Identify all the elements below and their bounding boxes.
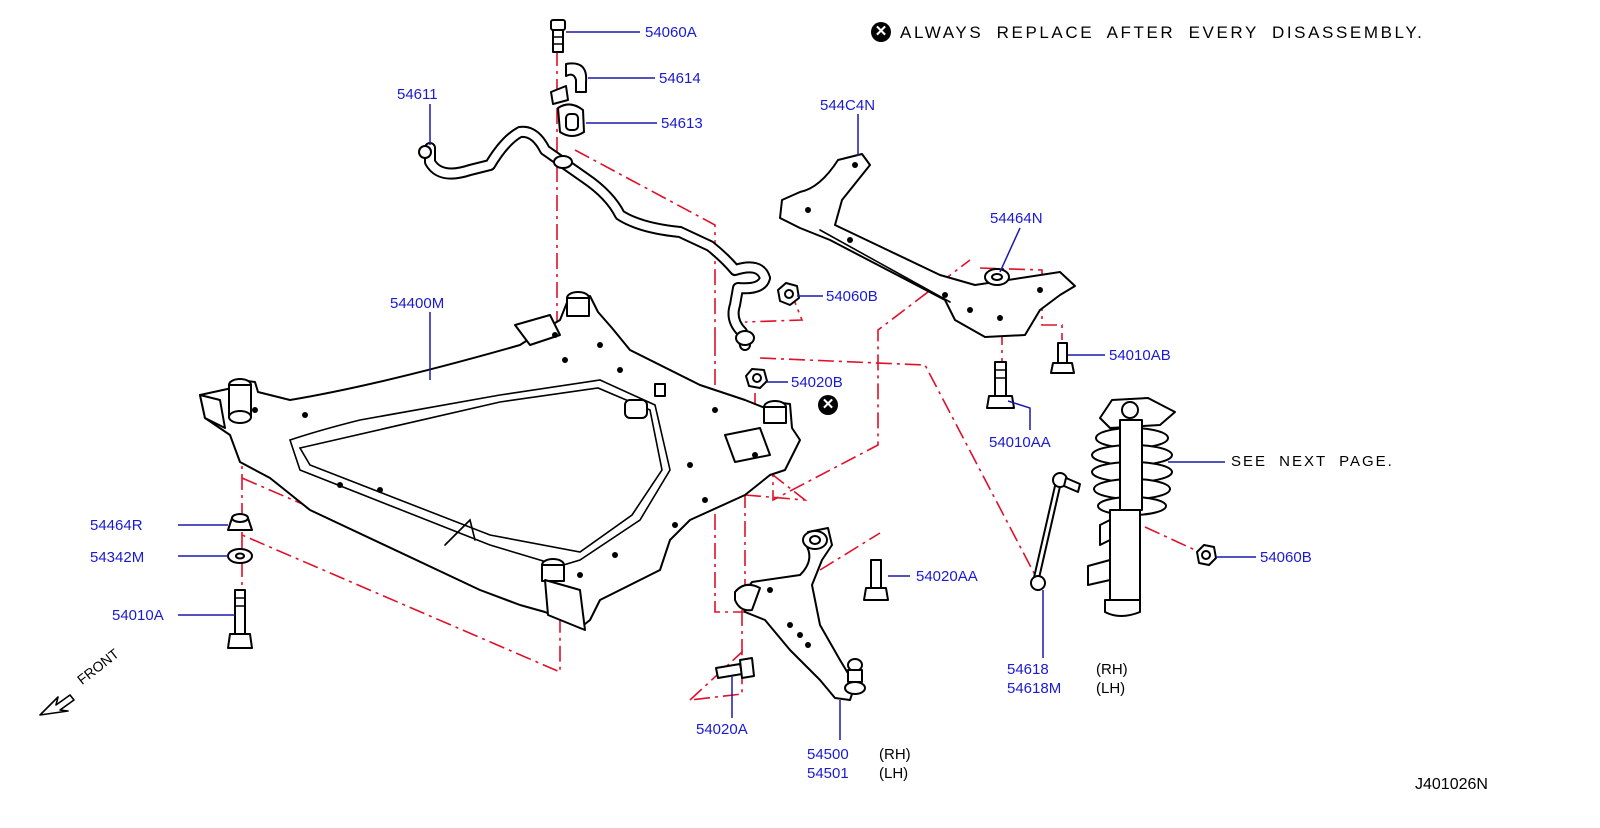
- label-54020a: 54020A: [696, 721, 748, 738]
- bolt-54010a: [228, 590, 252, 648]
- label-54020b: 54020B: [791, 374, 843, 391]
- bushing-54613: [558, 104, 584, 136]
- mount-insulator-54464r: [228, 514, 252, 530]
- replace-note: ALWAYS REPLACE AFTER EVERY DISASSEMBLY.: [900, 23, 1425, 42]
- washer-54342m: [228, 549, 252, 563]
- label-54010ab: 54010AB: [1109, 347, 1171, 364]
- label-54618: 54618: [1007, 661, 1049, 678]
- alignment-lines: [242, 50, 1208, 700]
- replace-warning-icon-54020b: ✕: [818, 395, 838, 415]
- label-54060b-right: 54060B: [1260, 549, 1312, 566]
- nut-54020b: [746, 369, 767, 388]
- label-54611: 54611: [397, 86, 438, 103]
- figure-id: J401026N: [1415, 776, 1488, 793]
- suspension-member-54400m: [200, 292, 800, 630]
- bolt-54010ab: [1051, 343, 1074, 373]
- label-544c4n: 544C4N: [820, 97, 876, 114]
- label-54613: 54613: [661, 115, 703, 132]
- label-54614: 54614: [659, 70, 701, 87]
- label-54464n: 54464N: [990, 210, 1043, 227]
- strut-assembly: [1088, 398, 1175, 616]
- front-arrow-icon: [40, 695, 74, 715]
- see-next-page-note: SEE NEXT PAGE.: [1231, 453, 1394, 470]
- stabilizer-link-54618: [1031, 473, 1080, 590]
- bolt-54020aa: [864, 560, 888, 600]
- label-54618m: 54618M: [1007, 680, 1062, 697]
- nut-54060b-upper: [778, 283, 799, 305]
- label-54060b-upper: 54060B: [826, 288, 878, 305]
- replace-warning-icon: ✕: [871, 22, 891, 42]
- bolt-54020a: [716, 658, 754, 678]
- label-54618-side: (RH): [1096, 661, 1128, 678]
- washer-54464n: [985, 269, 1009, 285]
- label-54010aa: 54010AA: [989, 434, 1051, 451]
- label-54500: 54500: [807, 746, 849, 763]
- front-label: FRONT: [74, 645, 122, 688]
- leader-lines: [178, 32, 1256, 740]
- label-54618m-side: (LH): [1096, 680, 1126, 697]
- label-54020aa: 54020AA: [916, 568, 978, 585]
- label-54400m: 54400M: [390, 295, 445, 312]
- label-54060a: 54060A: [645, 24, 697, 41]
- nut-54060b-right: [1197, 545, 1216, 565]
- label-54501: 54501: [807, 765, 849, 782]
- label-54010a: 54010A: [112, 607, 164, 624]
- label-54342m: 54342M: [90, 549, 145, 566]
- member-stay-544c4n: [780, 154, 1075, 337]
- label-54501-side: (LH): [879, 765, 909, 782]
- bolt-54060a: [551, 20, 565, 52]
- label-54500-side: (RH): [879, 746, 911, 763]
- label-54464r: 54464R: [90, 517, 143, 534]
